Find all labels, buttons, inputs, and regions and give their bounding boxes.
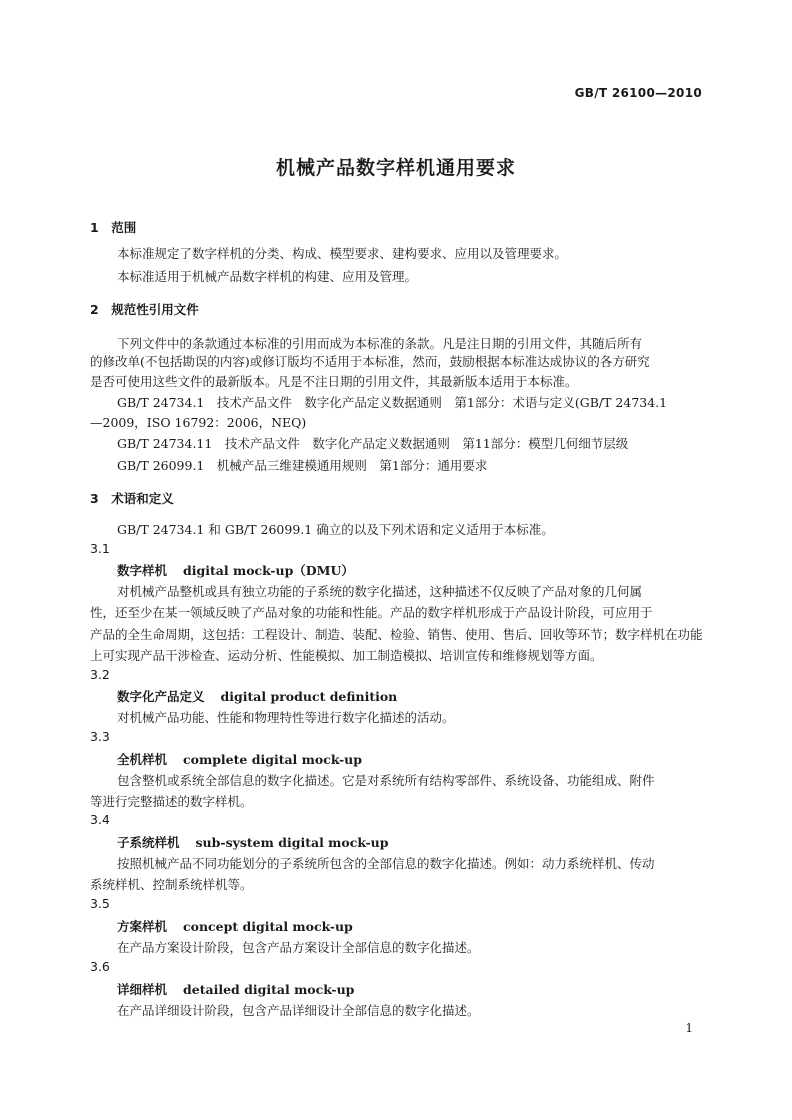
term-en: detailed digital mock-up bbox=[183, 982, 355, 997]
term-definition-line: 系统样机、控制系统样机等。 bbox=[90, 877, 253, 892]
term-en: complete digital mock-up bbox=[183, 752, 363, 767]
reference-item: —2009，ISO 16792：2006，NEQ) bbox=[90, 415, 307, 430]
term-definition-line: 按照机械产品不同功能划分的子系统所包含的全部信息的数字化描述。例如：动力系统样机、传动 bbox=[117, 856, 655, 871]
term-definition-line: 包含整机或系统全部信息的数字化描述。它是对系统所有结构零部件、系统设备、功能组成、附件 bbox=[117, 773, 655, 788]
term-number: 3.6 bbox=[90, 959, 110, 974]
term-cn: 方案样机 bbox=[117, 919, 168, 934]
term-definition-line: 在产品方案设计阶段，包含产品方案设计全部信息的数字化描述。 bbox=[117, 940, 480, 955]
section-2-heading: 2 规范性引用文件 bbox=[90, 302, 199, 317]
term-title bbox=[117, 833, 389, 851]
term-definition-line: 对机械产品功能、性能和物理特性等进行数字化描述的活动。 bbox=[117, 710, 455, 725]
page-title: 机械产品数字样机通用要求 bbox=[275, 157, 516, 179]
term-title bbox=[117, 917, 353, 935]
term-title bbox=[117, 980, 354, 998]
reference-item: GB/T 26099.1 机械产品三维建模通用规则 第1部分：通用要求 bbox=[117, 458, 488, 473]
term-number: 3.2 bbox=[90, 667, 110, 682]
standard-number: GB/T 26100—2010 bbox=[574, 86, 702, 100]
section-2-line: 的修改单(不包括勘误的内容)或修订版均不适用于本标准，然而，鼓励根据本标准达成协议的各方研究 bbox=[90, 354, 650, 369]
reference-item: GB/T 24734.1 技术产品文件 数字化产品定义数据通则 第1部分：术语与定义(GB/T 24734.1 bbox=[117, 395, 668, 410]
term-cn: 子系统样机 bbox=[117, 835, 180, 850]
term-definition-line: 上可实现产品干涉检查、运动分析、性能模拟、加工制造模拟、培训宣传和维修规划等方面。 bbox=[90, 648, 603, 663]
section-1-heading: 1 范围 bbox=[90, 220, 137, 235]
term-definition-line: 性，还至少在某一领域反映了产品对象的功能和性能。产品的数字样机形成于产品设计阶段，可应用于 bbox=[90, 605, 653, 620]
term-cn: 全机样机 bbox=[117, 752, 168, 767]
term-definition-line: 等进行完整描述的数字样机。 bbox=[90, 794, 253, 809]
term-number: 3.3 bbox=[90, 729, 110, 744]
term-en: digital product definition bbox=[220, 689, 398, 704]
section-2-line: 下列文件中的条款通过本标准的引用而成为本标准的条款。凡是注日期的引用文件，其随后所有 bbox=[117, 336, 643, 351]
term-number: 3.1 bbox=[90, 541, 110, 556]
term-en: sub-system digital mock-up bbox=[195, 835, 389, 850]
term-en: concept digital mock-up bbox=[183, 919, 353, 934]
term-definition-line: 在产品详细设计阶段，包含产品详细设计全部信息的数字化描述。 bbox=[117, 1003, 480, 1018]
term-title bbox=[117, 561, 354, 579]
term-cn: 详细样机 bbox=[117, 982, 168, 997]
term-definition-line: 对机械产品整机或具有独立功能的子系统的数字化描述，这种描述不仅反映了产品对象的几何属 bbox=[117, 584, 643, 599]
term-title bbox=[117, 750, 362, 768]
section-1-paragraph: 本标准规定了数字样机的分类、构成、模型要求、建构要求、应用以及管理要求。 bbox=[117, 246, 568, 261]
term-en: digital mock-up（DMU） bbox=[183, 563, 354, 578]
term-cn: 数字化产品定义 bbox=[117, 689, 205, 704]
section-2-line: 是否可使用这些文件的最新版本。凡是不注日期的引用文件，其最新版本适用于本标准。 bbox=[90, 374, 578, 389]
term-definition-line: 产品的全生命周期，这包括：工程设计、制造、装配、检验、销售、使用、售后、回收等环节；数字样机在功能 bbox=[90, 627, 703, 642]
reference-item: GB/T 24734.11 技术产品文件 数字化产品定义数据通则 第11部分：模型几何细节层级 bbox=[117, 436, 629, 451]
term-number: 3.4 bbox=[90, 812, 110, 827]
section-3-intro: GB/T 24734.1 和 GB/T 26099.1 确立的以及下列术语和定义适用于本标准。 bbox=[117, 522, 554, 537]
page-number: 1 bbox=[685, 1021, 693, 1035]
term-number: 3.5 bbox=[90, 896, 110, 911]
term-title bbox=[117, 687, 397, 705]
section-1-paragraph: 本标准适用于机械产品数字样机的构建、应用及管理。 bbox=[117, 269, 418, 284]
section-3-heading: 3 术语和定义 bbox=[90, 491, 174, 506]
term-cn: 数字样机 bbox=[117, 563, 168, 578]
